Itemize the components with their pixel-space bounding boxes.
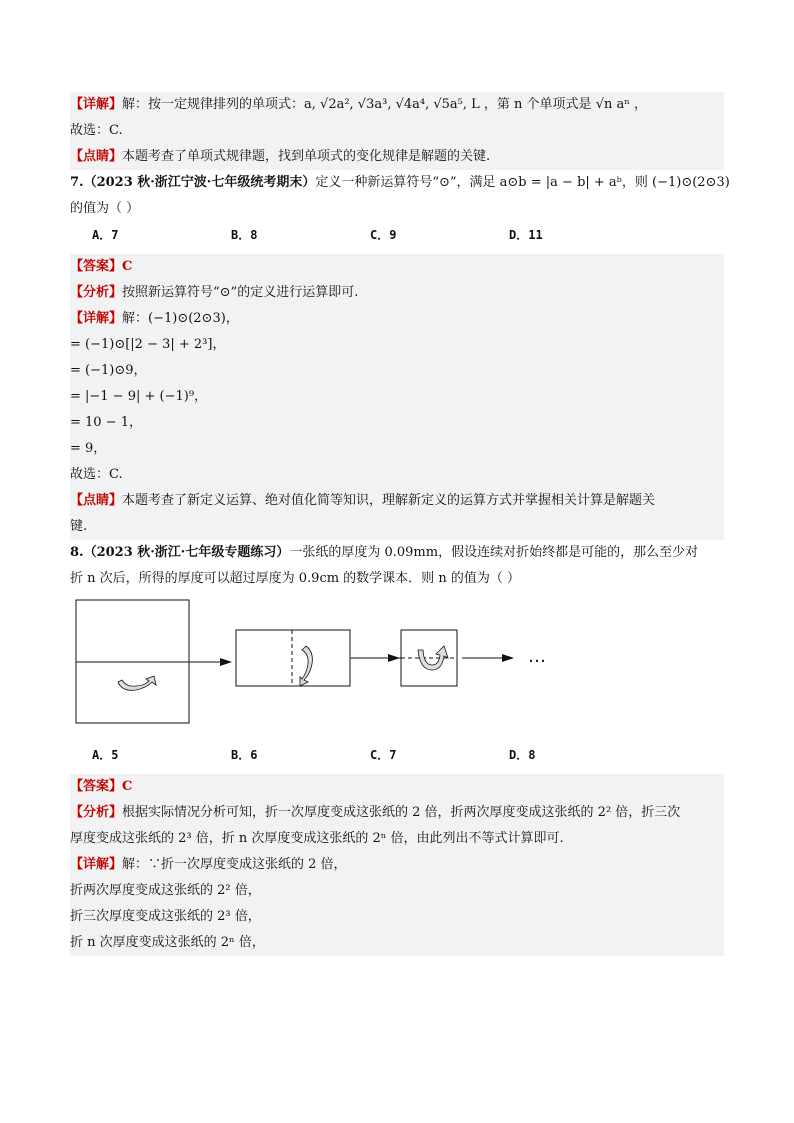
q8-option-b: B．6	[231, 748, 258, 762]
review-tag: 【点睛】	[70, 493, 123, 508]
q7-stem	[70, 170, 730, 196]
folding-figure	[70, 592, 724, 742]
detail-text: 解：∵折一次厚度变成这张纸的 2 倍，	[122, 857, 347, 872]
q7-analysis-line	[70, 280, 724, 306]
q8-detail-line	[70, 852, 724, 878]
q6-choice: 故选：C.	[70, 118, 724, 144]
q8-analysis-line	[70, 800, 724, 826]
answer-tag: 【答案】	[70, 779, 123, 794]
fold-arrow-icon	[118, 676, 156, 690]
q8-option-c: C．7	[370, 748, 397, 762]
review-tag: 【点睛】	[70, 149, 123, 164]
detail-tag: 【详解】	[70, 97, 123, 112]
q7-detail-line	[70, 306, 724, 332]
fold-arrow-icon	[300, 646, 312, 686]
analysis-tag: 【分析】	[70, 805, 123, 820]
detail-tag: 【详解】	[70, 857, 123, 872]
q7-step: = (−1)⊙9，	[70, 358, 724, 384]
answer-value: C	[122, 779, 133, 794]
q7-option-b: B．8	[231, 228, 258, 242]
q8-option-a: A．5	[92, 748, 119, 762]
q7-stem-text: 定义一种新运算符号“⊙”，满足 a⊙b = |a − b| + aᵇ，则 (−1)⊙(2⊙3)	[315, 175, 730, 190]
analysis-text: 按照新运算符号“⊙”的定义进行运算即可.	[122, 285, 359, 300]
q8-step: 折三次厚度变成这张纸的 2³ 倍，	[70, 904, 724, 930]
q8-source: （2023 秋·浙江·七年级专题练习）	[83, 545, 290, 560]
q7-step: = (−1)⊙[|2 − 3| + 2³]，	[70, 332, 724, 358]
detail-text: 解：按一定规律排列的单项式：a, √2a², √3a³, √4a⁴, √5a⁵, L ，第 n 个单项式是 √n aⁿ ，	[122, 97, 647, 112]
q8-options	[70, 742, 724, 768]
q7-number: 7.	[70, 175, 84, 190]
document-page	[70, 92, 730, 956]
q8-step: 折 n 次厚度变成这张纸的 2ⁿ 倍，	[70, 930, 724, 956]
ellipsis: …	[528, 646, 546, 667]
q8-number: 8.	[70, 545, 84, 560]
q7-choice: 故选：C.	[70, 462, 724, 488]
q7-step: = 10 − 1，	[70, 410, 724, 436]
arrow-head	[220, 658, 232, 666]
q8-stem	[70, 540, 724, 566]
q7-stem-continued: 的值为（ ）	[70, 201, 140, 216]
q7-review-continued: 键.	[70, 514, 724, 540]
q8-answer-line	[70, 774, 724, 800]
q8-step: 折两次厚度变成这张纸的 2² 倍，	[70, 878, 724, 904]
q7-step: = |−1 − 9| + (−1)⁹，	[70, 384, 724, 410]
q8-analysis-continued: 厚度变成这张纸的 2³ 倍，折 n 次厚度变成这张纸的 2ⁿ 倍，由此列出不等式计算即可.	[70, 826, 724, 852]
analysis-tag: 【分析】	[70, 285, 123, 300]
q6-review-line	[70, 144, 724, 170]
q7-source: （2023 秋·浙江宁波·七年级统考期末）	[83, 175, 316, 190]
q7-option-d: D．11	[509, 228, 543, 242]
q8-stem-text: 一张纸的厚度为 0.09mm，假设连续对折始终都是可能的，那么至少对	[289, 545, 699, 560]
review-text: 本题考查了单项式规律题，找到单项式的变化规律是解题的关键.	[122, 149, 491, 164]
q6-detail-line	[70, 92, 724, 118]
q8-option-d: D．8	[509, 748, 536, 762]
q7-answer-line	[70, 254, 724, 280]
paper-sheet	[236, 630, 350, 686]
detail-tag: 【详解】	[70, 311, 123, 326]
folding-diagram	[70, 592, 724, 742]
detail-text: 解：(−1)⊙(2⊙3)，	[122, 311, 239, 326]
answer-tag: 【答案】	[70, 259, 123, 274]
q7-options	[70, 222, 724, 248]
review-text: 本题考查了新定义运算、绝对值化简等知识，理解新定义的运算方式并掌握相关计算是解题关	[122, 493, 656, 508]
arrow-head	[502, 654, 514, 662]
answer-value: C	[122, 259, 133, 274]
q7-option-a: A．7	[92, 228, 119, 242]
q7-step: = 9，	[70, 436, 724, 462]
q7-option-c: C．9	[370, 228, 397, 242]
q7-review-line	[70, 488, 724, 514]
analysis-text: 根据实际情况分析可知，折一次厚度变成这张纸的 2 倍，折两次厚度变成这张纸的 2² 倍，折三次	[122, 805, 681, 820]
q8-stem-continued: 折 n 次后，所得的厚度可以超过厚度为 0.9cm 的数学课本．则 n 的值为（ ）	[70, 571, 520, 586]
